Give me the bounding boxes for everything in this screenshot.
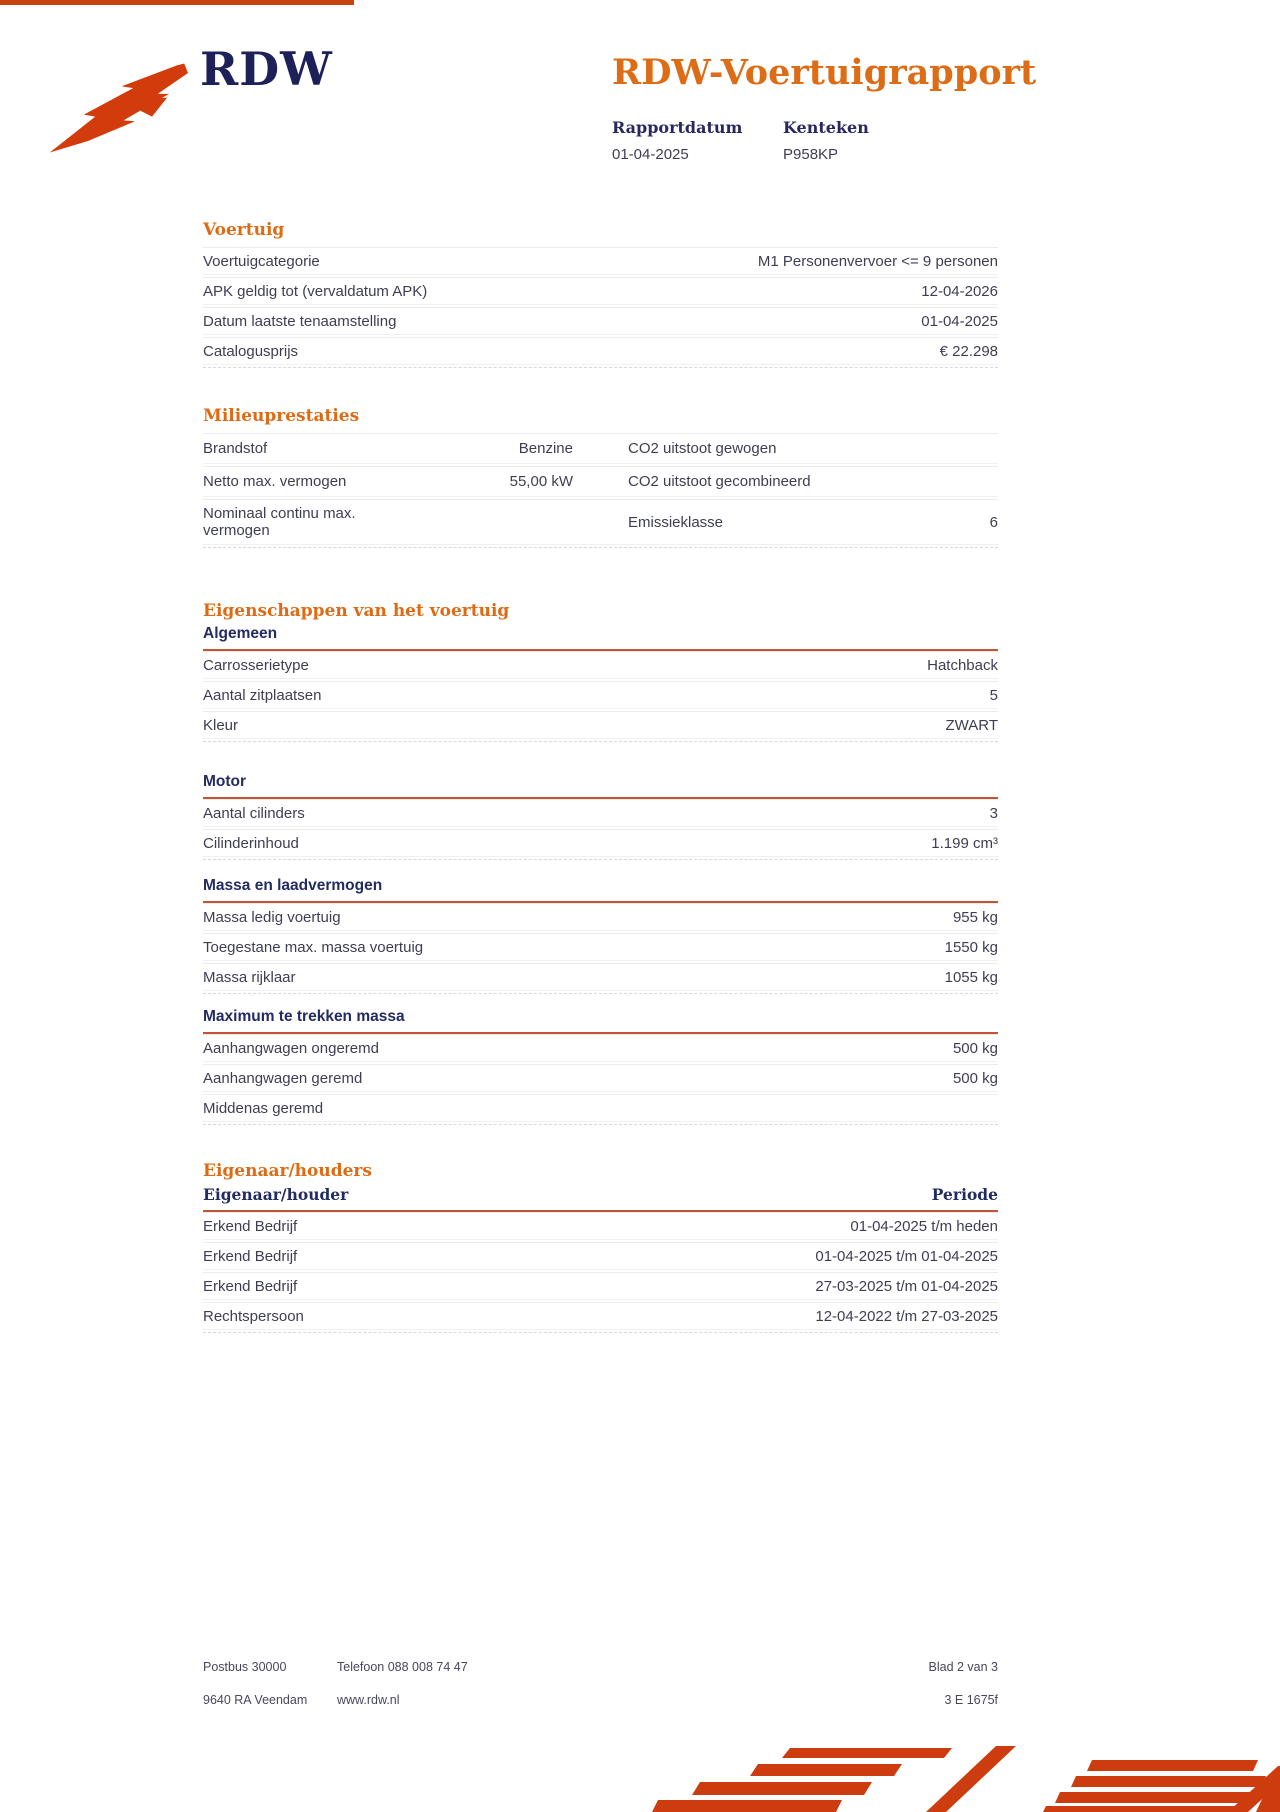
- row-value: 1.199 cm³: [931, 834, 998, 852]
- logo-text: RDW: [200, 42, 333, 96]
- report-date-label: Rapportdatum: [612, 118, 743, 137]
- owner-name: Erkend Bedrijf: [203, 1217, 298, 1235]
- section-milieuprestaties: [203, 406, 998, 548]
- row-value: 01-04-2025: [921, 312, 998, 330]
- owner-name: Rechtspersoon: [203, 1307, 304, 1325]
- table-row: [203, 1302, 998, 1330]
- table-row: [203, 337, 998, 365]
- table-row: [203, 277, 998, 305]
- row-label: Aanhangwagen geremd: [203, 1069, 363, 1087]
- subsection-title-trekken: Maximum te trekken massa: [203, 1008, 998, 1034]
- row-label: Aantal zitplaatsen: [203, 686, 322, 704]
- report-date-value: 01-04-2025: [612, 146, 689, 163]
- row-value: € 22.298: [939, 342, 998, 360]
- table-row: [203, 681, 998, 709]
- page-title: RDW-Voertuigrapport: [612, 52, 1037, 93]
- row-value: 955 kg: [952, 908, 998, 926]
- section-eigenaar: [203, 1161, 998, 1333]
- license-plate-label: Kenteken: [783, 118, 869, 137]
- section-trekken: [203, 1008, 998, 1125]
- row-label: Kleur: [203, 716, 239, 734]
- row-value-left: 55,00 kW: [509, 473, 573, 490]
- row-value: 5: [989, 686, 998, 704]
- table-row: [203, 1064, 998, 1092]
- eigenaar-table: [203, 1212, 998, 1333]
- row-label: Voertuigcategorie: [203, 252, 320, 270]
- owner-name: Erkend Bedrijf: [203, 1247, 298, 1265]
- row-label-right: CO2 uitstoot gecombineerd: [628, 473, 811, 490]
- license-plate-value: P958KP: [783, 146, 839, 163]
- table-row: [203, 933, 998, 961]
- table-row: [203, 499, 998, 545]
- table-row: [203, 247, 998, 275]
- row-label-left: Brandstof: [203, 440, 268, 457]
- row-label: Aanhangwagen ongeremd: [203, 1039, 379, 1057]
- section-massa: [203, 877, 998, 994]
- section-title-eigenschappen: Eigenschappen van het voertuig: [203, 601, 510, 621]
- table-row: [203, 433, 998, 464]
- table-row: [203, 963, 998, 991]
- subsection-title-massa: Massa en laadvermogen: [203, 877, 998, 903]
- footer-website: www.rdw.nl: [337, 1693, 400, 1707]
- table-row: [203, 307, 998, 335]
- table-row: [203, 466, 998, 497]
- top-edge-accent-line: [0, 0, 354, 5]
- report-meta: [612, 118, 869, 163]
- owner-name: Erkend Bedrijf: [203, 1277, 298, 1295]
- row-value: 3: [989, 804, 998, 822]
- row-label: Carrosserietype: [203, 656, 309, 674]
- row-label: APK geldig tot (vervaldatum APK): [203, 282, 428, 300]
- voertuig-table: [203, 247, 998, 368]
- table-row: [203, 1212, 998, 1240]
- table-row: [203, 651, 998, 679]
- row-label: Toegestane max. massa voertuig: [203, 938, 424, 956]
- row-label: Massa rijklaar: [203, 968, 296, 986]
- algemeen-table: [203, 651, 998, 742]
- motor-table: [203, 799, 998, 860]
- table-row: [203, 799, 998, 827]
- section-title-voertuig: Voertuig: [203, 220, 285, 240]
- subsection-title-motor: Motor: [203, 773, 998, 799]
- massa-table: [203, 903, 998, 994]
- milieu-table: [203, 433, 998, 548]
- table-row: [203, 711, 998, 739]
- row-value: 1550 kg: [944, 938, 998, 956]
- row-value: ZWART: [945, 716, 998, 734]
- row-label-right: Emissieklasse: [628, 513, 724, 531]
- page-footer: [203, 1660, 998, 1726]
- column-header-period: Periode: [931, 1185, 998, 1204]
- footer-page-number: Blad 2 van 3: [928, 1660, 998, 1674]
- subsection-title-algemeen: Algemeen: [203, 625, 998, 651]
- row-value: 12-04-2026: [921, 282, 998, 300]
- footer-address-line2: 9640 RA Veendam: [203, 1693, 308, 1707]
- rdw-feather-logo-icon: [46, 60, 188, 158]
- owner-period: 27-03-2025 t/m 01-04-2025: [815, 1277, 998, 1295]
- row-value: Hatchback: [927, 656, 998, 674]
- section-eigenschappen: [203, 601, 998, 742]
- section-voertuig: [203, 220, 998, 368]
- row-value-left: Benzine: [518, 440, 573, 457]
- table-row: [203, 829, 998, 857]
- row-value: 500 kg: [952, 1069, 998, 1087]
- row-value: M1 Personenvervoer <= 9 personen: [757, 252, 998, 270]
- row-label-left: Netto max. vermogen: [203, 473, 347, 490]
- footer-address-line1: Postbus 30000: [203, 1660, 287, 1674]
- table-row: [203, 903, 998, 931]
- row-value-right: 6: [989, 513, 998, 531]
- row-label: Catalogusprijs: [203, 342, 299, 360]
- owner-period: 01-04-2025 t/m 01-04-2025: [815, 1247, 998, 1265]
- row-label-left: Nominaal continu max. vermogen: [203, 505, 356, 539]
- row-label: Datum laatste tenaamstelling: [203, 312, 397, 330]
- footer-phone: Telefoon 088 008 74 47: [337, 1660, 468, 1674]
- row-label: Massa ledig voertuig: [203, 908, 341, 926]
- owner-period: 01-04-2025 t/m heden: [850, 1217, 998, 1235]
- row-label: Aantal cilinders: [203, 804, 305, 822]
- row-label: Middenas geremd: [203, 1099, 324, 1117]
- row-label: Cilinderinhoud: [203, 834, 299, 852]
- section-title-eigenaar: Eigenaar/houders: [203, 1161, 372, 1181]
- row-value: 1055 kg: [944, 968, 998, 986]
- table-row: [203, 1272, 998, 1300]
- eigenaar-table-header: [203, 1185, 998, 1212]
- bottom-stripes-decoration-icon: [640, 1746, 1280, 1812]
- section-title-milieuprestaties: Milieuprestaties: [203, 406, 360, 426]
- row-label-right: CO2 uitstoot gewogen: [628, 440, 777, 457]
- table-row: [203, 1242, 998, 1270]
- table-row: [203, 1034, 998, 1062]
- trekken-table: [203, 1034, 998, 1125]
- owner-period: 12-04-2022 t/m 27-03-2025: [815, 1307, 998, 1325]
- section-motor: [203, 773, 998, 860]
- column-header-owner: Eigenaar/houder: [203, 1185, 349, 1204]
- footer-form-code: 3 E 1675f: [944, 1693, 998, 1707]
- table-row: [203, 1094, 998, 1122]
- row-value: 500 kg: [952, 1039, 998, 1057]
